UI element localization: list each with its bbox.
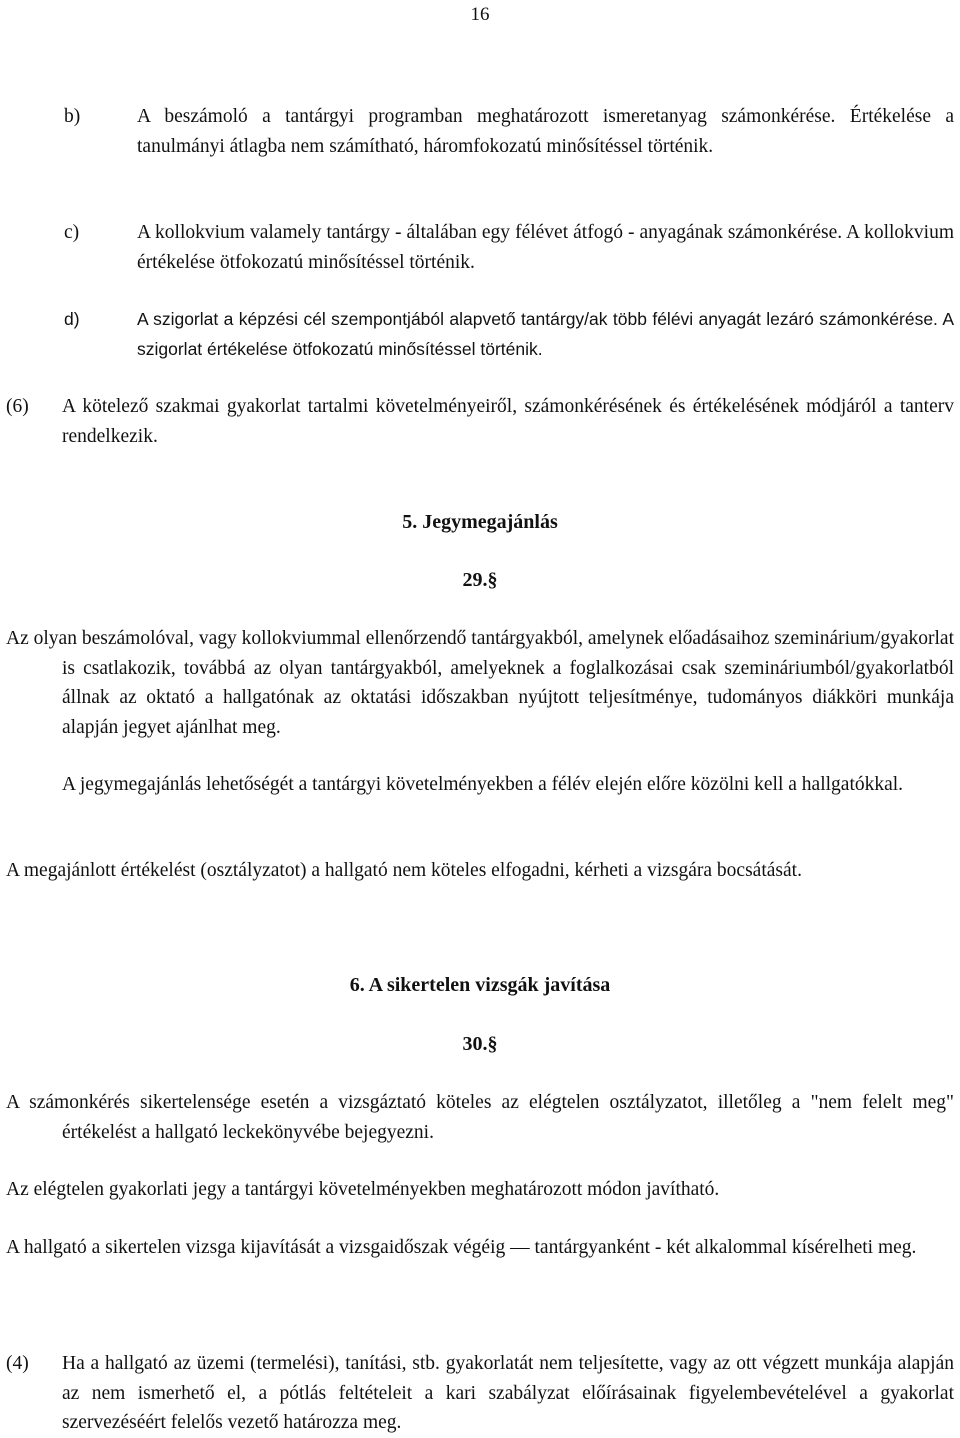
- section-6-paragraph-number: 30.§: [462, 1033, 498, 1055]
- list-item-text: A kollokvium valamely tantárgy - általában egy félévet átfogó - anyagának számonkérése. A kollokvium értékelése ötfokozatú minősítéssel történik.: [137, 222, 954, 273]
- paragraph-text: A kötelező szakmai gyakorlat tartalmi követelményeiről, számonkérésének és értékelésének módjáról a tanterv rendelkezik.: [62, 396, 954, 447]
- list-item-text: A beszámoló a tantárgyi programban meghatározott ismeretanyag számonkérése. Értékelése a tanulmányi átlagba nem számítható, háromfokozatú minősítéssel történik.: [137, 106, 954, 157]
- section-6-paragraph-2: Az elégtelen gyakorlati jegy a tantárgyi követelményekben meghatározott módon javítható.: [6, 1179, 720, 1200]
- list-item-label: b): [64, 106, 81, 127]
- list-item-label: d): [64, 309, 80, 329]
- section-5-title: 5. Jegymegajánlás: [402, 511, 558, 533]
- section-5-paragraph-1b: A jegymegajánlás lehetőségét a tantárgyi követelményekben a félév elején előre közölni kell a hallgatókkal.: [62, 774, 904, 795]
- section-6-title: 6. A sikertelen vizsgák javítása: [349, 974, 611, 996]
- paragraph-label: (6): [6, 396, 29, 417]
- section-5-paragraph-2: A megajánlott értékelést (osztályzatot) a hallgató nem köteles elfogadni, kérheti a vizsgára bocsátását.: [6, 860, 802, 881]
- section-5-paragraph-1: Az olyan beszámolóval, vagy kollokviummal ellenőrzendő tantárgyakból, amelynek előadásaihoz szeminárium/gyakorlat is csatlakozik, továbbá az olyan tantárgyakból, amelyeknek a foglalkozásai csak szemináriumból/gyakorlatból állnak az oktató a hallgatónak az oktatási időszakban nyújtott teljesítménye, tudományos diákköri munkája alapján jegyet ajánlhat meg.: [6, 628, 954, 738]
- list-item-text: A szigorlat a képzési cél szempontjából alapvető tantárgy/ak több félévi anyagát lezáró számonkérése. A szigorlat értékelése ötfokozatú minősítéssel történik.: [137, 309, 954, 359]
- paragraph-label: (4): [6, 1353, 29, 1374]
- section-6-paragraph-1: A számonkérés sikertelensége esetén a vizsgáztató köteles az elégtelen osztályzatot, illetőleg a "nem felelt meg" értékelést a hallgató leckekönyvébe bejegyezni.: [6, 1092, 954, 1143]
- page-number: 16: [470, 4, 490, 25]
- section-5-paragraph-number: 29.§: [462, 569, 498, 591]
- list-item-label: c): [64, 222, 80, 243]
- section-6-paragraph-3: A hallgató a sikertelen vizsga kijavítását a vizsgaidőszak végéig — tantárgyanként - két alkalommal kísérelheti meg.: [6, 1237, 917, 1258]
- paragraph-text: Ha a hallgató az üzemi (termelési), tanítási, stb. gyakorlatát nem teljesítette, vagy az ott végzett munkája alapján az nem ismerhető el, a pótlás feltételeit a kari szabályzat előírásainak figyelembevételével a gyakorlat szervezéséért felelős vezető határozza meg.: [62, 1353, 954, 1433]
